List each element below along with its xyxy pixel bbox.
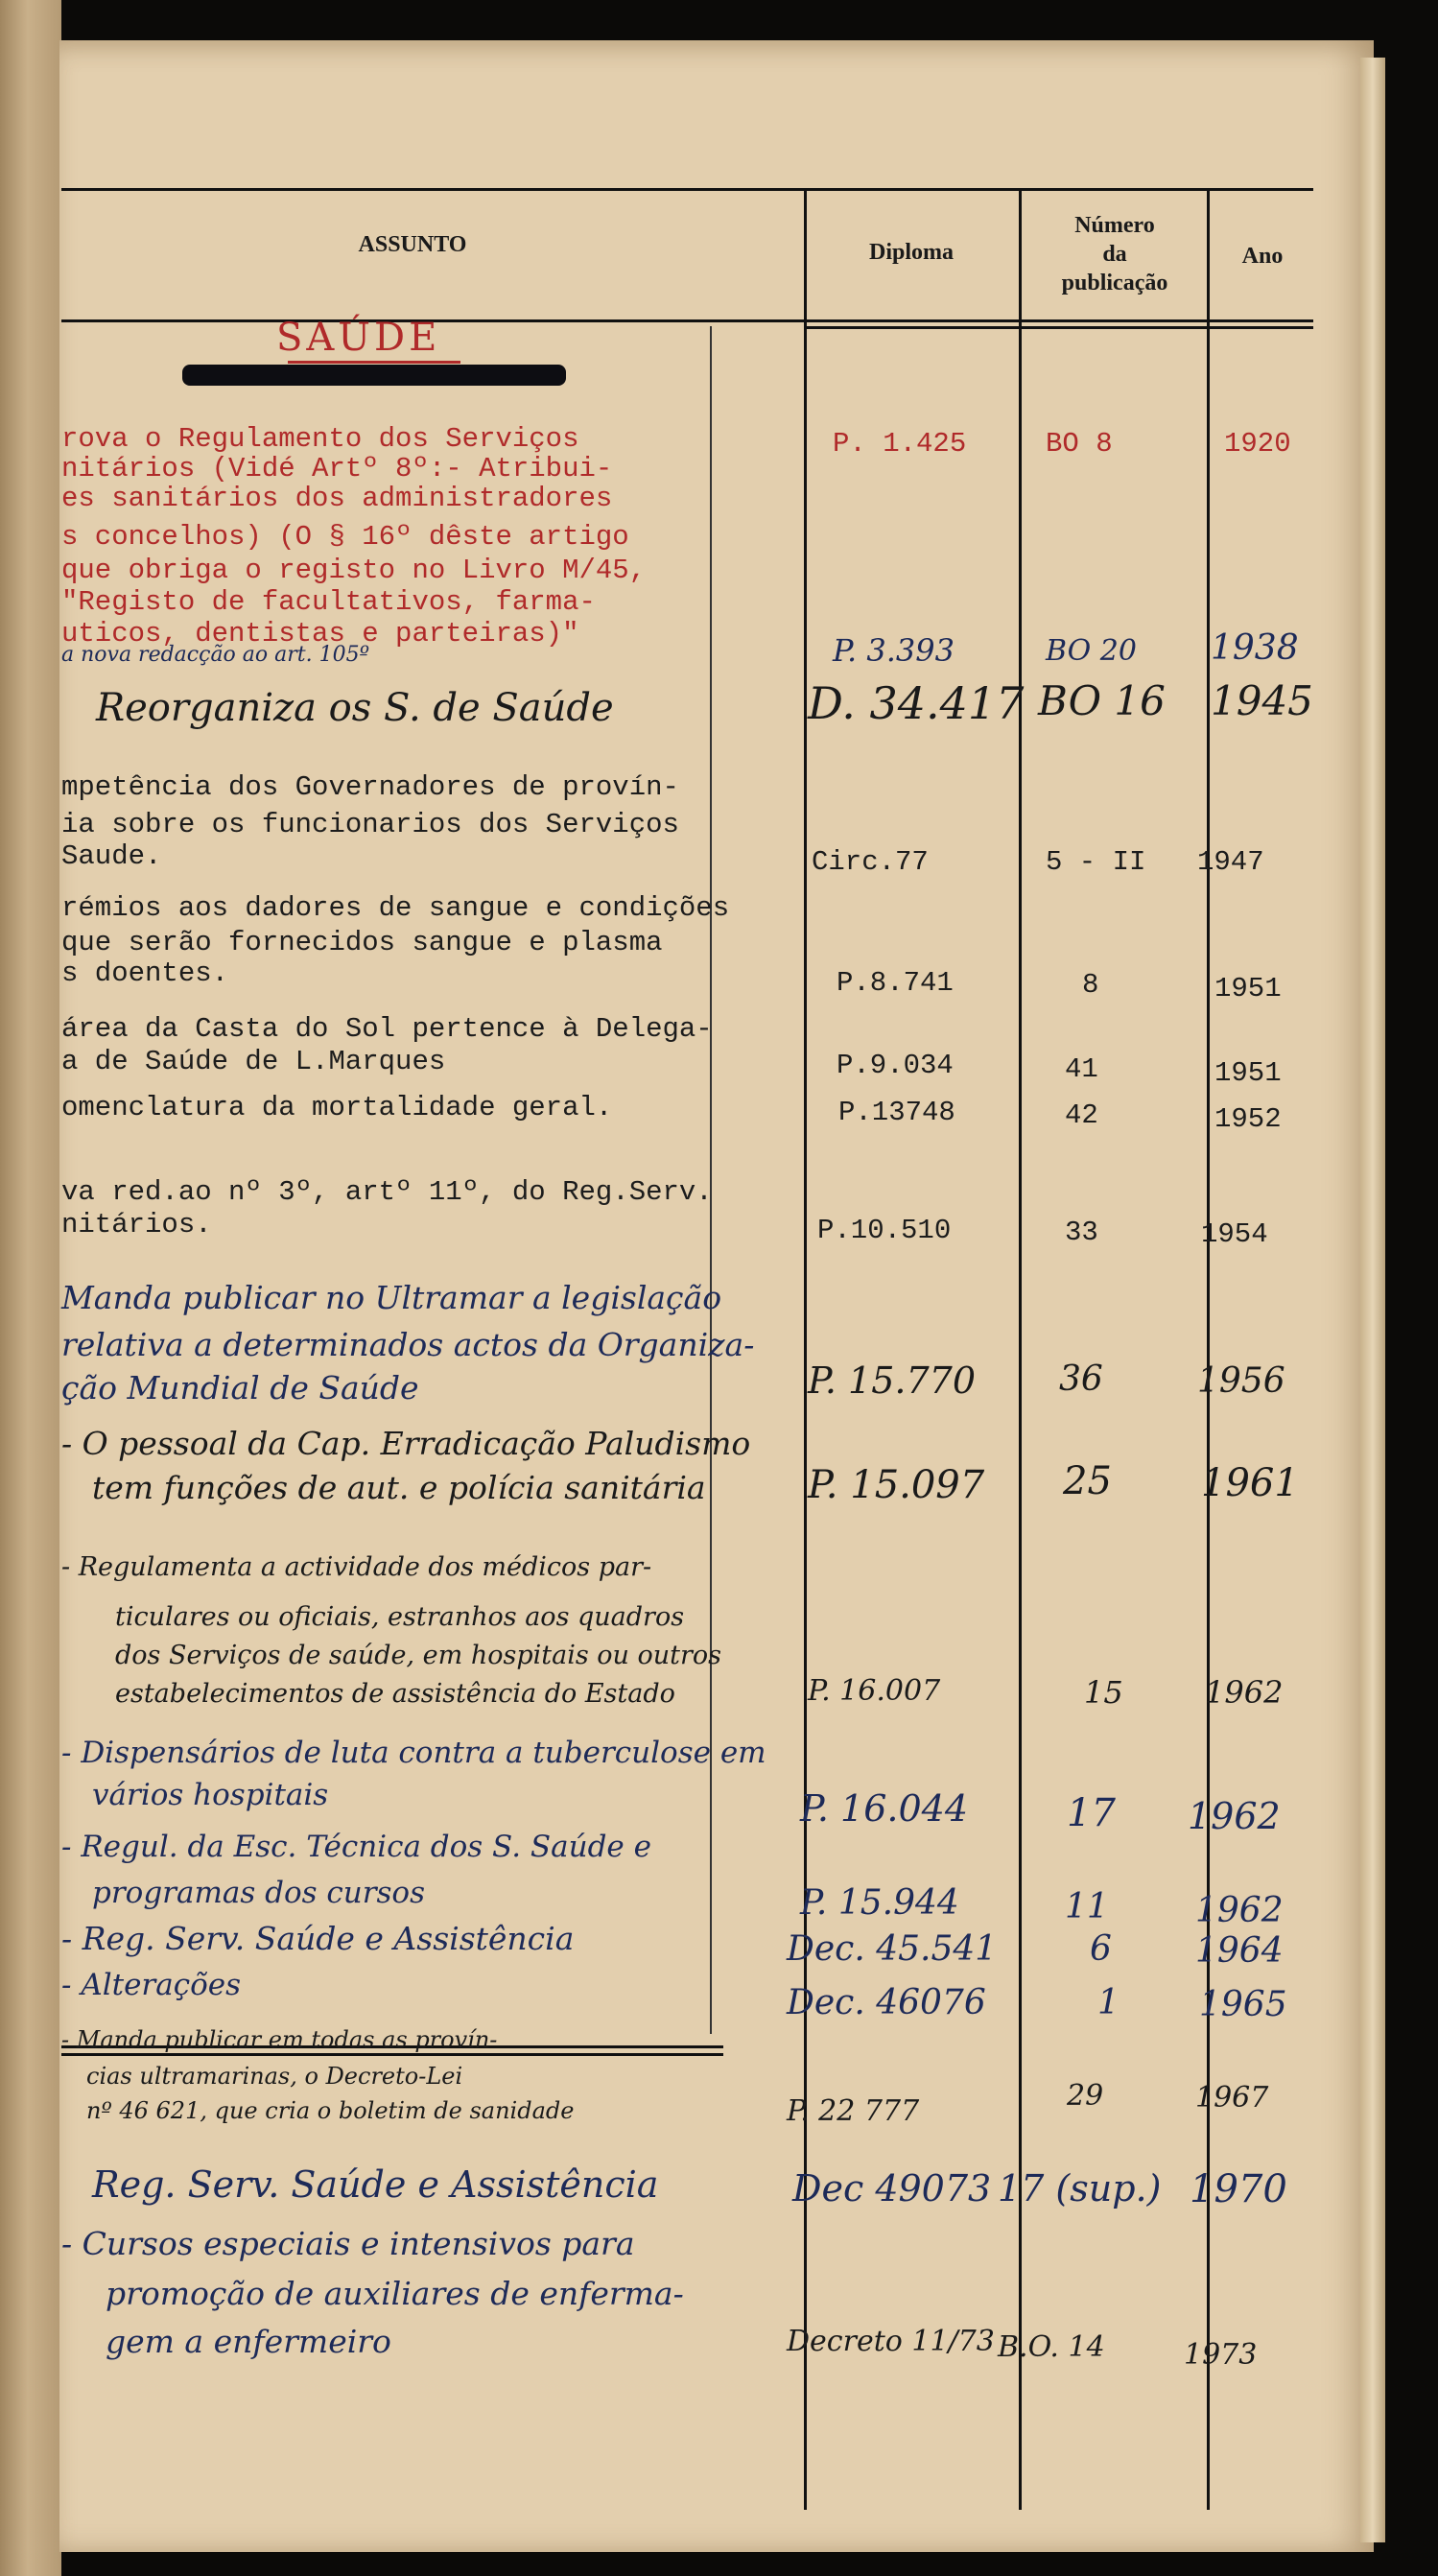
- entry-numero: 33: [1065, 1217, 1098, 1248]
- col-rule-ano: [1207, 188, 1210, 2510]
- entry-ano: 1956: [1197, 1361, 1285, 1401]
- entry-numero: BO 16: [1038, 677, 1166, 724]
- entry-diploma: P. 16.007: [808, 1674, 941, 1708]
- entry-ano: 1945: [1211, 677, 1313, 724]
- entry-text: Reg. Serv. Saúde e Assistência: [92, 2163, 659, 2206]
- entry-numero: 5 - II: [1046, 846, 1146, 878]
- entry-diploma: P.9.034: [837, 1050, 954, 1081]
- entry-ano: 1970: [1190, 2167, 1287, 2211]
- entry-diploma: D. 34.417: [808, 677, 1025, 729]
- entry-text: cias ultramarinas, o Decreto-Lei: [86, 2063, 463, 2090]
- entry-ano: 1951: [1214, 1057, 1282, 1089]
- entry-text: dos Serviços de saúde, em hospitais ou outros: [115, 1641, 722, 1670]
- entry-numero: 15: [1084, 1674, 1123, 1711]
- entry-text: que serão fornecidos sangue e plasma: [61, 927, 663, 958]
- entry-text: tem funções de aut. e polícia sanitária: [92, 1469, 706, 1506]
- header-numero-1: Número: [1074, 213, 1155, 238]
- entry-numero: 17 (sup.): [998, 2167, 1162, 2210]
- header-assunto: ASSUNTO: [358, 232, 467, 257]
- entry-ano: 1947: [1197, 846, 1264, 878]
- entry-text: Manda publicar no Ultramar a legislação: [61, 1279, 722, 1316]
- section-title-underline: [182, 365, 566, 386]
- entry-diploma: P. 15.770: [808, 1359, 976, 1402]
- entry-ano: 1962: [1205, 1674, 1284, 1711]
- entry-text: nº 46 621, que cria o boletim de sanidade: [86, 2097, 575, 2124]
- entry-text: - Regul. da Esc. Técnica dos S. Saúde e: [61, 1830, 651, 1864]
- entry-numero: 17: [1067, 1791, 1116, 1835]
- entry-diploma: P. 22 777: [787, 2094, 920, 2128]
- entry-text: mpetência dos Governadores de provín-: [61, 771, 679, 803]
- section-title: SAÚDE: [276, 316, 441, 360]
- entry-ano: 1954: [1201, 1218, 1268, 1250]
- entry-text: - Dispensários de luta contra a tuberculose em: [61, 1736, 766, 1770]
- entry-text: omenclatura da mortalidade geral.: [61, 1092, 613, 1123]
- top-rule: [61, 188, 1313, 191]
- entry-text: Saude.: [61, 840, 162, 872]
- entry-ano: 1938: [1211, 628, 1299, 668]
- entry-text: estabelecimentos de assistência do Estado: [115, 1679, 675, 1709]
- entry-diploma: P.8.741: [837, 967, 954, 999]
- entry-text: que obriga o registo no Livro M/45,: [61, 555, 647, 586]
- entry-numero: 6: [1090, 1929, 1112, 1969]
- entry-text: - O pessoal da Cap. Erradicação Paludismo: [61, 1425, 751, 1462]
- entry-numero: 11: [1065, 1887, 1109, 1926]
- entry-text: vários hospitais: [92, 1778, 329, 1812]
- section-title-underline-red: [288, 361, 460, 364]
- entry-ano: 1920: [1224, 428, 1291, 460]
- entry-diploma: P. 16.044: [800, 1787, 968, 1830]
- entry-text: - Reg. Serv. Saúde e Assistência: [61, 1920, 575, 1957]
- entry-ano: 1965: [1199, 1985, 1287, 2024]
- entry-diploma: Dec. 46076: [787, 1983, 986, 2022]
- entry-text: ia sobre os funcionarios dos Serviços: [61, 809, 679, 840]
- entry-numero: 42: [1065, 1099, 1098, 1131]
- entry-numero: 36: [1059, 1359, 1103, 1399]
- entry-text: programas dos cursos: [92, 1876, 426, 1910]
- col-rule-diploma: [804, 188, 807, 2510]
- entry-numero: BO 8: [1046, 428, 1113, 460]
- entry-text: ção Mundial de Saúde: [61, 1369, 419, 1406]
- entry-diploma: P. 1.425: [833, 428, 967, 460]
- entry-text: - Alterações: [61, 1968, 242, 2002]
- entry-text: a nova redacção ao art. 105º: [61, 643, 369, 667]
- entry-text: gem a enfermeiro: [106, 2323, 391, 2360]
- entry-text: área da Casta do Sol pertence à Delega-: [61, 1013, 713, 1045]
- entry-text: - Cursos especiais e intensivos para: [61, 2225, 635, 2262]
- entry-ano: 1967: [1195, 2081, 1269, 2115]
- entry-numero: BO 20: [1046, 634, 1137, 668]
- entry-text: rémios aos dadores de sangue e condições: [61, 892, 730, 924]
- entry-text: "Registo de facultativos, farma-: [61, 586, 596, 618]
- entry-diploma: Decreto 11/73: [787, 2325, 995, 2358]
- entry-diploma: P. 15.944: [800, 1883, 959, 1923]
- entry-ano: 1952: [1214, 1103, 1282, 1135]
- entry-diploma: P.10.510: [817, 1215, 952, 1246]
- entry-text: rova o Regulamento dos Serviços: [61, 423, 579, 455]
- header-rule-short: [806, 326, 1313, 329]
- double-rule: [61, 2053, 723, 2056]
- entry-text: s doentes.: [61, 957, 229, 989]
- entry-diploma: Dec 49073: [792, 2167, 992, 2210]
- entry-diploma: Dec. 45.541: [787, 1929, 998, 1969]
- entry-numero: 1: [1097, 1983, 1120, 2022]
- header-rule: [61, 319, 1313, 322]
- entry-text: nitários (Vidé Artº 8º:- Atribui-: [61, 453, 613, 484]
- entry-diploma: P.13748: [838, 1097, 955, 1128]
- entry-text: Reorganiza os S. de Saúde: [96, 686, 614, 730]
- entry-ano: 1964: [1195, 1931, 1284, 1971]
- entry-text: s concelhos) (O § 16º dêste artigo: [61, 521, 629, 553]
- entry-diploma: P. 15.097: [808, 1463, 985, 1507]
- header-numero-2: da: [1102, 242, 1127, 267]
- entry-text: - Manda publicar em todas as provín-: [61, 2026, 498, 2053]
- header-numero-3: publicação: [1061, 271, 1168, 295]
- entry-diploma: Circ.77: [812, 846, 929, 878]
- col-rule-numero: [1019, 188, 1022, 2510]
- entry-ano: 1961: [1201, 1461, 1299, 1505]
- entry-text: - Regulamenta a actividade dos médicos par-: [61, 1552, 652, 1582]
- entry-numero: 8: [1082, 969, 1099, 1001]
- entry-text: promoção de auxiliares de enferma-: [106, 2275, 684, 2312]
- entry-text: a de Saúde de L.Marques: [61, 1046, 446, 1077]
- entry-numero: B.O. 14: [998, 2330, 1105, 2364]
- entry-text: nitários.: [61, 1209, 212, 1241]
- entry-numero: 25: [1063, 1459, 1112, 1503]
- entry-text: uticos, dentistas e parteiras)": [61, 618, 579, 650]
- entry-text: relativa a determinados actos da Organiza-: [61, 1326, 755, 1363]
- left-page-binding: [0, 0, 61, 2576]
- entry-text: es sanitários dos administradores: [61, 483, 613, 514]
- entry-text: va red.ao nº 3º, artº 11º, do Reg.Serv.: [61, 1176, 713, 1208]
- header-diploma: Diploma: [868, 240, 954, 265]
- entry-ano: 1973: [1184, 2338, 1258, 2372]
- header-ano: Ano: [1241, 244, 1284, 269]
- entry-ano: 1962: [1188, 1795, 1281, 1837]
- entry-numero: 29: [1067, 2079, 1104, 2113]
- entry-text: ticulares ou oficiais, estranhos aos quadros: [115, 1602, 685, 1632]
- entry-ano: 1962: [1195, 1891, 1284, 1930]
- page-edge: [1360, 58, 1385, 2542]
- entry-diploma: P. 3.393: [833, 632, 955, 669]
- entry-numero: 41: [1065, 1053, 1098, 1085]
- entry-ano: 1951: [1214, 973, 1282, 1004]
